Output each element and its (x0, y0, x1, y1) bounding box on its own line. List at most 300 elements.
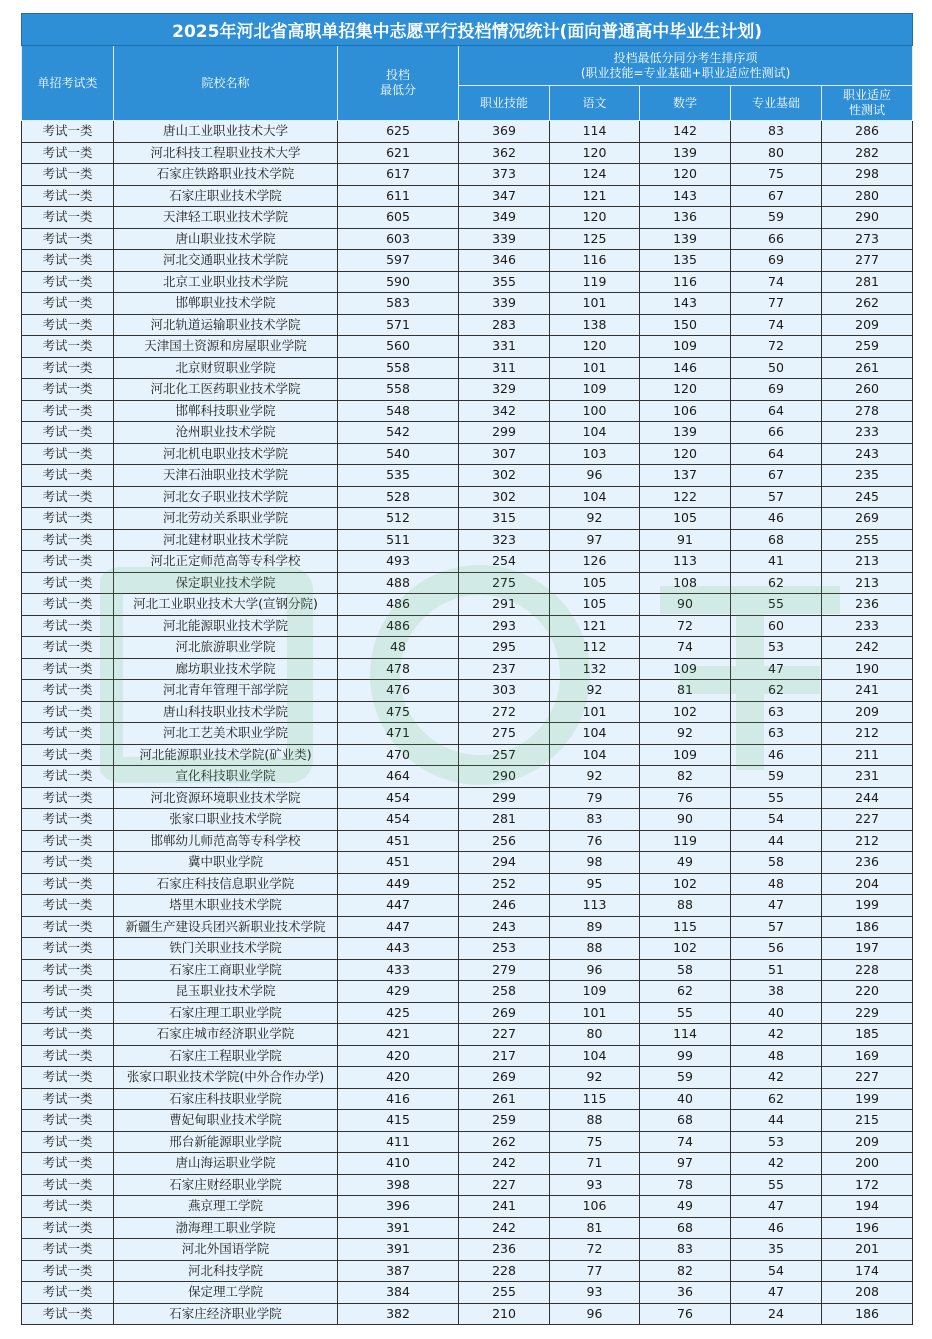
table-row (22, 916, 913, 938)
table-row (22, 271, 913, 293)
cell-min-score: 548 (338, 400, 459, 422)
cell-min-score: 411 (338, 1131, 459, 1153)
cell-professional-basics: 54 (731, 1260, 822, 1282)
cell-school: 石家庄科技职业学院 (114, 1088, 338, 1110)
cell-math: 139 (640, 142, 731, 164)
cell-chinese: 101 (550, 357, 640, 379)
cell-aptitude-test: 211 (822, 744, 913, 766)
cell-vocational-skill: 369 (459, 121, 550, 143)
cell-chinese: 120 (550, 207, 640, 229)
cell-professional-basics: 66 (731, 422, 822, 444)
cell-chinese: 93 (550, 1174, 640, 1196)
cell-math: 83 (640, 1239, 731, 1261)
cell-professional-basics: 51 (731, 959, 822, 981)
cell-chinese: 83 (550, 809, 640, 831)
cell-category: 考试一类 (22, 1239, 114, 1261)
header-chinese: 语文 (550, 86, 640, 121)
cell-category: 考试一类 (22, 250, 114, 272)
cell-chinese: 88 (550, 1110, 640, 1132)
page-title: 2025年河北省高职单招集中志愿平行投档情况统计(面向普通高中毕业生计划) (22, 14, 913, 46)
table-row (22, 637, 913, 659)
cell-professional-basics: 69 (731, 250, 822, 272)
cell-professional-basics: 67 (731, 465, 822, 487)
cell-school: 石家庄工程职业学院 (114, 1045, 338, 1067)
cell-chinese: 92 (550, 680, 640, 702)
cell-professional-basics: 42 (731, 1153, 822, 1175)
cell-math: 49 (640, 852, 731, 874)
cell-chinese: 104 (550, 723, 640, 745)
cell-math: 102 (640, 938, 731, 960)
cell-professional-basics: 66 (731, 228, 822, 250)
cell-math: 109 (640, 744, 731, 766)
cell-aptitude-test: 213 (822, 551, 913, 573)
cell-category: 考试一类 (22, 142, 114, 164)
cell-math: 74 (640, 637, 731, 659)
table-row (22, 658, 913, 680)
cell-chinese: 97 (550, 529, 640, 551)
cell-aptitude-test: 280 (822, 185, 913, 207)
cell-school: 石家庄财经职业学院 (114, 1174, 338, 1196)
cell-math: 142 (640, 121, 731, 143)
cell-math: 59 (640, 1067, 731, 1089)
cell-math: 99 (640, 1045, 731, 1067)
cell-aptitude-test: 199 (822, 1088, 913, 1110)
table-row (22, 185, 913, 207)
cell-min-score: 447 (338, 895, 459, 917)
cell-school: 渤海理工职业学院 (114, 1217, 338, 1239)
cell-vocational-skill: 346 (459, 250, 550, 272)
cell-school: 河北工业职业技术大学(宣钢分院) (114, 594, 338, 616)
cell-aptitude-test: 212 (822, 723, 913, 745)
cell-category: 考试一类 (22, 1067, 114, 1089)
cell-math: 81 (640, 680, 731, 702)
cell-math: 137 (640, 465, 731, 487)
cell-vocational-skill: 311 (459, 357, 550, 379)
cell-chinese: 76 (550, 830, 640, 852)
cell-vocational-skill: 290 (459, 766, 550, 788)
cell-min-score: 451 (338, 852, 459, 874)
cell-professional-basics: 41 (731, 551, 822, 573)
table-row (22, 1174, 913, 1196)
cell-chinese: 93 (550, 1282, 640, 1304)
cell-chinese: 109 (550, 379, 640, 401)
cell-chinese: 92 (550, 508, 640, 530)
table-row (22, 766, 913, 788)
cell-school: 唐山职业技术学院 (114, 228, 338, 250)
table-row (22, 1303, 913, 1325)
cell-chinese: 88 (550, 938, 640, 960)
cell-chinese: 75 (550, 1131, 640, 1153)
cell-chinese: 119 (550, 271, 640, 293)
cell-category: 考试一类 (22, 1217, 114, 1239)
cell-math: 82 (640, 766, 731, 788)
cell-math: 105 (640, 508, 731, 530)
header-vocational-skill: 职业技能 (459, 86, 550, 121)
table-row (22, 572, 913, 594)
table-row (22, 701, 913, 723)
cell-school: 河北轨道运输职业技术学院 (114, 314, 338, 336)
cell-vocational-skill: 323 (459, 529, 550, 551)
cell-professional-basics: 57 (731, 916, 822, 938)
table-row (22, 293, 913, 315)
cell-professional-basics: 83 (731, 121, 822, 143)
cell-category: 考试一类 (22, 852, 114, 874)
cell-school: 河北青年管理干部学院 (114, 680, 338, 702)
table-row (22, 1067, 913, 1089)
cell-math: 120 (640, 379, 731, 401)
cell-category: 考试一类 (22, 314, 114, 336)
cell-aptitude-test: 215 (822, 1110, 913, 1132)
cell-category: 考试一类 (22, 529, 114, 551)
table-row (22, 744, 913, 766)
cell-school: 沧州职业技术学院 (114, 422, 338, 444)
cell-professional-basics: 55 (731, 1174, 822, 1196)
cell-vocational-skill: 294 (459, 852, 550, 874)
cell-vocational-skill: 259 (459, 1110, 550, 1132)
cell-math: 106 (640, 400, 731, 422)
cell-professional-basics: 40 (731, 1002, 822, 1024)
cell-vocational-skill: 275 (459, 572, 550, 594)
cell-category: 考试一类 (22, 981, 114, 1003)
cell-professional-basics: 46 (731, 1217, 822, 1239)
cell-math: 109 (640, 336, 731, 358)
cell-category: 考试一类 (22, 1024, 114, 1046)
cell-aptitude-test: 243 (822, 443, 913, 465)
cell-school: 邯郸幼儿师范高等专科学校 (114, 830, 338, 852)
cell-professional-basics: 74 (731, 314, 822, 336)
cell-aptitude-test: 282 (822, 142, 913, 164)
cell-aptitude-test: 227 (822, 809, 913, 831)
cell-school: 河北女子职业技术学院 (114, 486, 338, 508)
cell-school: 河北外国语学院 (114, 1239, 338, 1261)
cell-category: 考试一类 (22, 357, 114, 379)
cell-min-score: 449 (338, 873, 459, 895)
cell-aptitude-test: 229 (822, 1002, 913, 1024)
table-row (22, 1110, 913, 1132)
cell-category: 考试一类 (22, 1282, 114, 1304)
cell-chinese: 113 (550, 895, 640, 917)
table-row (22, 551, 913, 573)
cell-vocational-skill: 237 (459, 658, 550, 680)
cell-min-score: 451 (338, 830, 459, 852)
cell-math: 74 (640, 1131, 731, 1153)
cell-category: 考试一类 (22, 400, 114, 422)
cell-min-score: 540 (338, 443, 459, 465)
cell-math: 136 (640, 207, 731, 229)
cell-math: 49 (640, 1196, 731, 1218)
cell-category: 考试一类 (22, 766, 114, 788)
cell-chinese: 126 (550, 551, 640, 573)
cell-math: 68 (640, 1217, 731, 1239)
header-category: 单招考试类 (22, 46, 114, 121)
cell-vocational-skill: 227 (459, 1024, 550, 1046)
cell-aptitude-test: 235 (822, 465, 913, 487)
cell-category: 考试一类 (22, 207, 114, 229)
cell-aptitude-test: 174 (822, 1260, 913, 1282)
cell-professional-basics: 55 (731, 787, 822, 809)
cell-professional-basics: 62 (731, 572, 822, 594)
table-row (22, 1088, 913, 1110)
cell-chinese: 104 (550, 422, 640, 444)
cell-school: 邢台新能源职业学院 (114, 1131, 338, 1153)
header-min-score: 投档 最低分 (338, 46, 459, 121)
cell-math: 102 (640, 873, 731, 895)
cell-vocational-skill: 299 (459, 422, 550, 444)
cell-category: 考试一类 (22, 1303, 114, 1325)
cell-min-score: 454 (338, 787, 459, 809)
cell-school: 曹妃甸职业技术学院 (114, 1110, 338, 1132)
table-row (22, 1217, 913, 1239)
cell-professional-basics: 80 (731, 142, 822, 164)
cell-vocational-skill: 373 (459, 164, 550, 186)
cell-professional-basics: 74 (731, 271, 822, 293)
cell-chinese: 79 (550, 787, 640, 809)
cell-math: 139 (640, 228, 731, 250)
cell-chinese: 105 (550, 594, 640, 616)
cell-school: 唐山科技职业技术学院 (114, 701, 338, 723)
cell-school: 河北劳动关系职业学院 (114, 508, 338, 530)
cell-category: 考试一类 (22, 293, 114, 315)
cell-vocational-skill: 256 (459, 830, 550, 852)
cell-min-score: 605 (338, 207, 459, 229)
cell-category: 考试一类 (22, 637, 114, 659)
cell-professional-basics: 53 (731, 1131, 822, 1153)
cell-aptitude-test: 281 (822, 271, 913, 293)
cell-min-score: 512 (338, 508, 459, 530)
cell-category: 考试一类 (22, 873, 114, 895)
cell-professional-basics: 59 (731, 766, 822, 788)
cell-chinese: 105 (550, 572, 640, 594)
cell-professional-basics: 56 (731, 938, 822, 960)
table-row (22, 400, 913, 422)
cell-school: 河北化工医药职业技术学院 (114, 379, 338, 401)
cell-math: 120 (640, 443, 731, 465)
table-row (22, 422, 913, 444)
cell-math: 72 (640, 615, 731, 637)
cell-category: 考试一类 (22, 1045, 114, 1067)
cell-school: 燕京理工学院 (114, 1196, 338, 1218)
cell-professional-basics: 54 (731, 809, 822, 831)
cell-vocational-skill: 242 (459, 1217, 550, 1239)
cell-aptitude-test: 185 (822, 1024, 913, 1046)
cell-aptitude-test: 186 (822, 916, 913, 938)
cell-chinese: 121 (550, 615, 640, 637)
cell-chinese: 72 (550, 1239, 640, 1261)
cell-min-score: 478 (338, 658, 459, 680)
table-row (22, 809, 913, 831)
table-row (22, 852, 913, 874)
cell-school: 石家庄工商职业学院 (114, 959, 338, 981)
cell-aptitude-test: 259 (822, 336, 913, 358)
cell-min-score: 560 (338, 336, 459, 358)
cell-category: 考试一类 (22, 465, 114, 487)
cell-chinese: 104 (550, 486, 640, 508)
table-row (22, 1002, 913, 1024)
cell-aptitude-test: 201 (822, 1239, 913, 1261)
cell-school: 冀中职业学院 (114, 852, 338, 874)
table-row (22, 142, 913, 164)
cell-min-score: 398 (338, 1174, 459, 1196)
cell-professional-basics: 47 (731, 1196, 822, 1218)
cell-min-score: 488 (338, 572, 459, 594)
cell-school: 天津石油职业技术学院 (114, 465, 338, 487)
cell-category: 考试一类 (22, 895, 114, 917)
cell-chinese: 81 (550, 1217, 640, 1239)
cell-min-score: 416 (338, 1088, 459, 1110)
header-school: 院校名称 (114, 46, 338, 121)
cell-aptitude-test: 231 (822, 766, 913, 788)
cell-school: 河北科技工程职业技术大学 (114, 142, 338, 164)
cell-chinese: 96 (550, 959, 640, 981)
cell-professional-basics: 44 (731, 830, 822, 852)
cell-school: 昆玉职业技术学院 (114, 981, 338, 1003)
cell-vocational-skill: 302 (459, 465, 550, 487)
cell-aptitude-test: 209 (822, 701, 913, 723)
cell-min-score: 603 (338, 228, 459, 250)
cell-professional-basics: 48 (731, 873, 822, 895)
cell-school: 石家庄科技信息职业学院 (114, 873, 338, 895)
cell-math: 92 (640, 723, 731, 745)
cell-school: 保定职业技术学院 (114, 572, 338, 594)
cell-vocational-skill: 217 (459, 1045, 550, 1067)
cell-math: 116 (640, 271, 731, 293)
cell-category: 考试一类 (22, 1153, 114, 1175)
cell-professional-basics: 42 (731, 1024, 822, 1046)
cell-category: 考试一类 (22, 723, 114, 745)
cell-math: 139 (640, 422, 731, 444)
cell-vocational-skill: 275 (459, 723, 550, 745)
cell-aptitude-test: 194 (822, 1196, 913, 1218)
cell-professional-basics: 57 (731, 486, 822, 508)
cell-chinese: 92 (550, 766, 640, 788)
cell-chinese: 80 (550, 1024, 640, 1046)
cell-chinese: 125 (550, 228, 640, 250)
table-row (22, 443, 913, 465)
cell-school: 宣化科技职业学院 (114, 766, 338, 788)
cell-category: 考试一类 (22, 701, 114, 723)
cell-math: 135 (640, 250, 731, 272)
cell-math: 62 (640, 981, 731, 1003)
cell-category: 考试一类 (22, 1260, 114, 1282)
cell-school: 天津国土资源和房屋职业学院 (114, 336, 338, 358)
cell-aptitude-test: 186 (822, 1303, 913, 1325)
cell-professional-basics: 35 (731, 1239, 822, 1261)
header-group-note: (职业技能=专业基础+职业适应性测试) (580, 65, 791, 80)
cell-professional-basics: 68 (731, 529, 822, 551)
cell-math: 76 (640, 1303, 731, 1325)
cell-school: 廊坊职业技术学院 (114, 658, 338, 680)
cell-professional-basics: 42 (731, 1067, 822, 1089)
cell-category: 考试一类 (22, 379, 114, 401)
cell-school: 石家庄铁路职业技术学院 (114, 164, 338, 186)
cell-chinese: 104 (550, 744, 640, 766)
cell-math: 76 (640, 787, 731, 809)
cell-vocational-skill: 342 (459, 400, 550, 422)
table-row (22, 1282, 913, 1304)
cell-vocational-skill: 279 (459, 959, 550, 981)
cell-vocational-skill: 262 (459, 1131, 550, 1153)
cell-vocational-skill: 261 (459, 1088, 550, 1110)
cell-min-score: 617 (338, 164, 459, 186)
cell-category: 考试一类 (22, 508, 114, 530)
cell-aptitude-test: 236 (822, 594, 913, 616)
cell-math: 90 (640, 594, 731, 616)
cell-vocational-skill: 307 (459, 443, 550, 465)
cell-min-score: 597 (338, 250, 459, 272)
table-row (22, 508, 913, 530)
table-row (22, 228, 913, 250)
cell-math: 88 (640, 895, 731, 917)
cell-vocational-skill: 281 (459, 809, 550, 831)
cell-math: 143 (640, 185, 731, 207)
cell-professional-basics: 47 (731, 1282, 822, 1304)
table-row (22, 959, 913, 981)
cell-min-score: 590 (338, 271, 459, 293)
cell-vocational-skill: 329 (459, 379, 550, 401)
cell-math: 119 (640, 830, 731, 852)
cell-professional-basics: 72 (731, 336, 822, 358)
cell-min-score: 425 (338, 1002, 459, 1024)
cell-category: 考试一类 (22, 938, 114, 960)
cell-vocational-skill: 227 (459, 1174, 550, 1196)
cell-min-score: 382 (338, 1303, 459, 1325)
cell-school: 保定理工学院 (114, 1282, 338, 1304)
cell-school: 石家庄职业技术学院 (114, 185, 338, 207)
cell-professional-basics: 46 (731, 508, 822, 530)
cell-aptitude-test: 242 (822, 637, 913, 659)
cell-min-score: 621 (338, 142, 459, 164)
cell-aptitude-test: 204 (822, 873, 913, 895)
table-row (22, 379, 913, 401)
cell-school: 石家庄经济职业学院 (114, 1303, 338, 1325)
cell-chinese: 114 (550, 121, 640, 143)
cell-aptitude-test: 298 (822, 164, 913, 186)
cell-professional-basics: 53 (731, 637, 822, 659)
table-row (22, 357, 913, 379)
header-tiebreak-group (459, 46, 913, 86)
cell-school: 河北工艺美术职业学院 (114, 723, 338, 745)
cell-school: 张家口职业技术学院 (114, 809, 338, 831)
cell-vocational-skill: 242 (459, 1153, 550, 1175)
cell-chinese: 92 (550, 1067, 640, 1089)
cell-vocational-skill: 339 (459, 228, 550, 250)
cell-vocational-skill: 255 (459, 1282, 550, 1304)
cell-aptitude-test: 196 (822, 1217, 913, 1239)
cell-min-score: 558 (338, 379, 459, 401)
table-row (22, 981, 913, 1003)
cell-category: 考试一类 (22, 1196, 114, 1218)
cell-aptitude-test: 212 (822, 830, 913, 852)
cell-aptitude-test: 245 (822, 486, 913, 508)
header-aptitude-test: 职业适应 性测试 (822, 86, 913, 121)
cell-aptitude-test: 220 (822, 981, 913, 1003)
cell-math: 58 (640, 959, 731, 981)
cell-school: 邯郸职业技术学院 (114, 293, 338, 315)
cell-chinese: 138 (550, 314, 640, 336)
cell-aptitude-test: 200 (822, 1153, 913, 1175)
cell-school: 河北建材职业技术学院 (114, 529, 338, 551)
cell-professional-basics: 58 (731, 852, 822, 874)
cell-chinese: 71 (550, 1153, 640, 1175)
cell-min-score: 486 (338, 615, 459, 637)
cell-school: 河北机电职业技术学院 (114, 443, 338, 465)
cell-math: 91 (640, 529, 731, 551)
cell-min-score: 447 (338, 916, 459, 938)
cell-math: 82 (640, 1260, 731, 1282)
cell-aptitude-test: 209 (822, 1131, 913, 1153)
table-row (22, 830, 913, 852)
cell-min-score: 583 (338, 293, 459, 315)
